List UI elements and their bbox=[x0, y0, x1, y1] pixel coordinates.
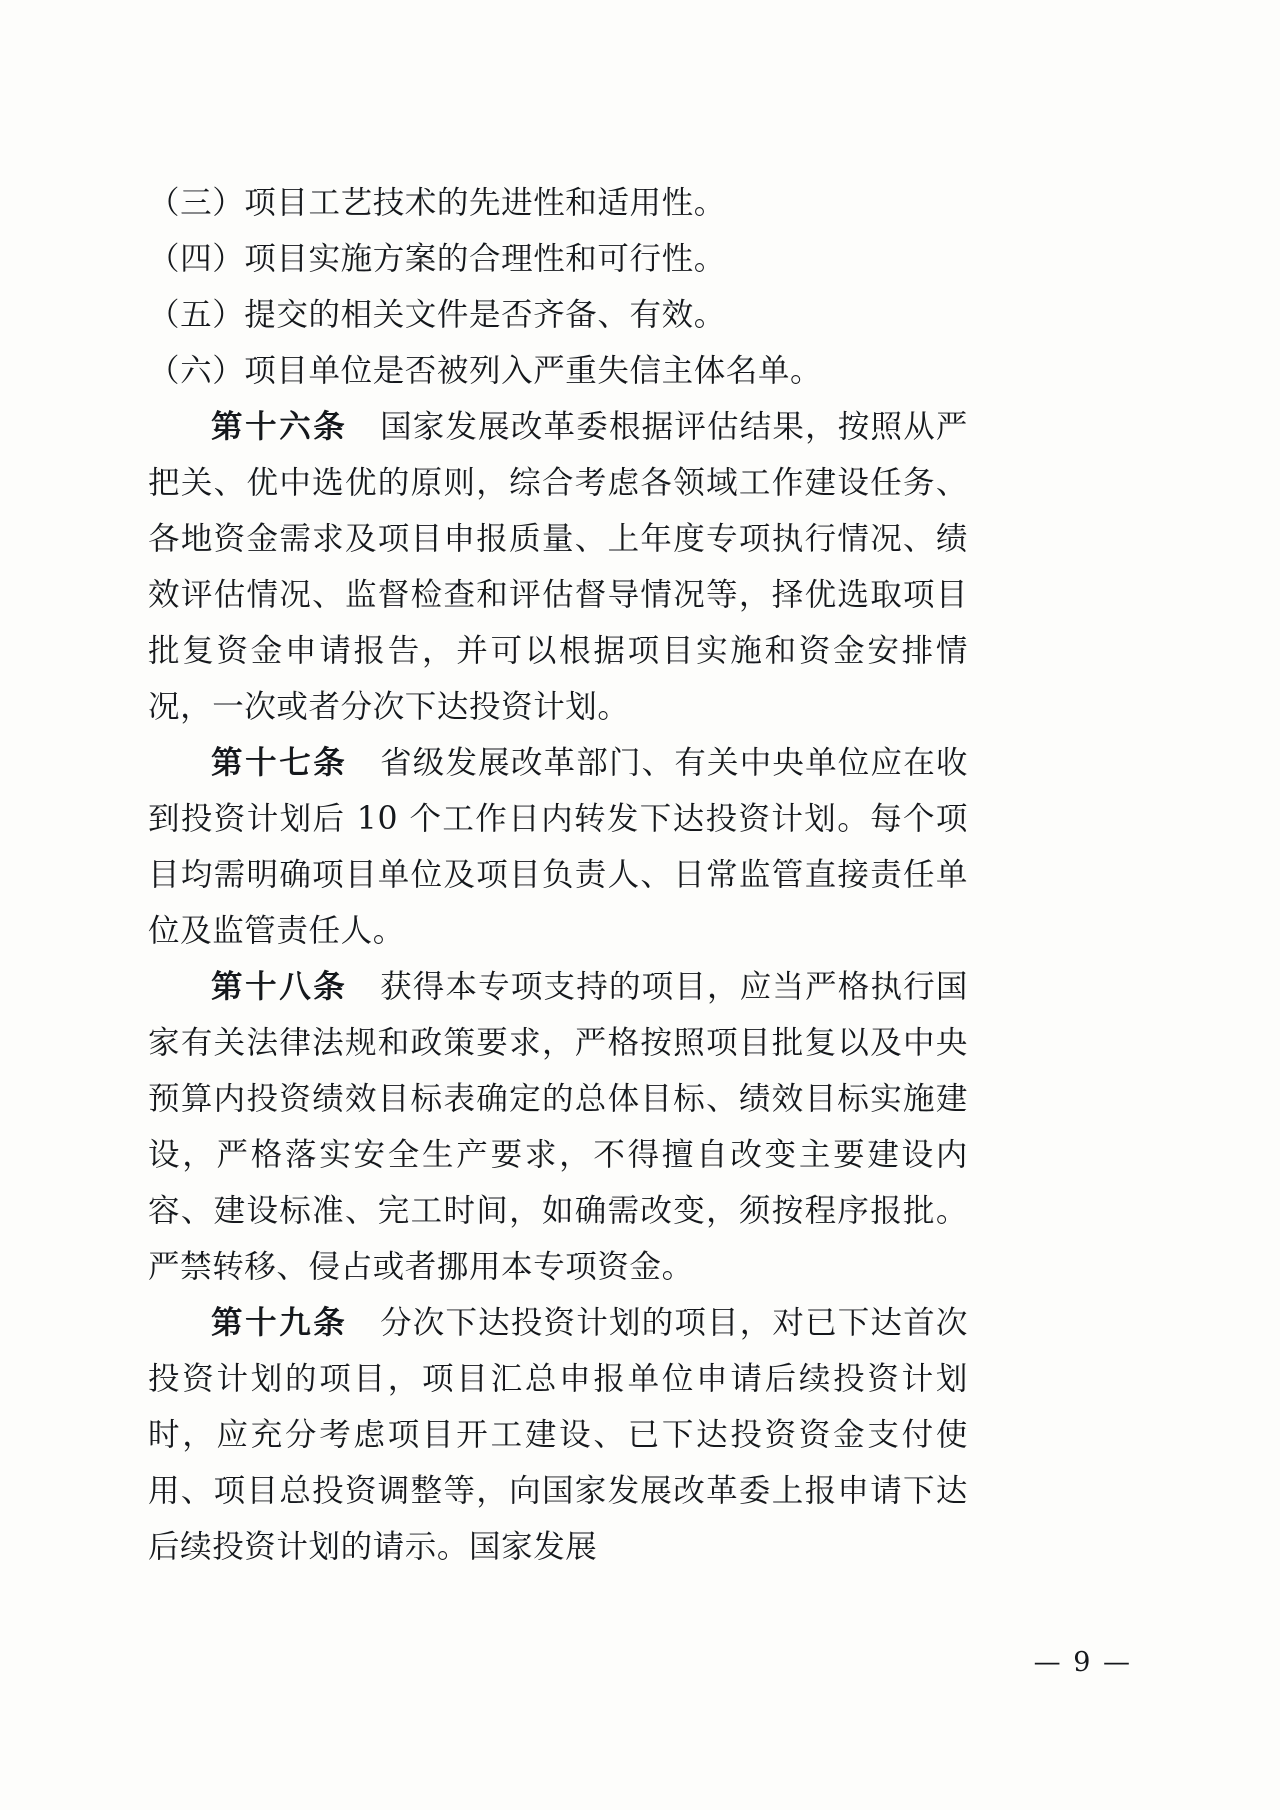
article-number: 第十七条 bbox=[211, 744, 348, 781]
list-item: （三）项目工艺技术的先进性和适用性。 bbox=[148, 185, 726, 221]
list-item: （六）项目单位是否被列入严重失信主体名单。 bbox=[148, 353, 823, 389]
article-number: 第十八条 bbox=[211, 968, 348, 1005]
list-item: （五）提交的相关文件是否齐备、有效。 bbox=[148, 297, 726, 333]
article-paragraph bbox=[148, 959, 968, 1295]
list-item: （四）项目实施方案的合理性和可行性。 bbox=[148, 241, 726, 277]
page-body bbox=[148, 175, 968, 1575]
article-text: 分次下达投资计划的项目，对已下达首次投资计划的项目，项目汇总申报单位申请后续投资计划时，应充分考虑项目开工建设、已下达投资资金支付使用、项目总投资调整等，向国家发展改革委上报申请下达后续投资计划的请示。国家发展 bbox=[148, 1305, 968, 1565]
article-paragraph bbox=[148, 1295, 968, 1575]
article-text: 国家发展改革委根据评估结果，按照从严把关、优中选优的原则，综合考虑各领域工作建设任务、各地资金需求及项目申报质量、上年度专项执行情况、绩效评估情况、监督检查和评估督导情况等，择优选取项目批复资金申请报告，并可以根据项目实施和资金安排情况，一次或者分次下达投资计划。 bbox=[148, 409, 968, 725]
article-number: 第十六条 bbox=[211, 408, 348, 445]
article-number: 第十九条 bbox=[211, 1304, 348, 1341]
page-number: — 9 — bbox=[1033, 1647, 1132, 1678]
article-text: 获得本专项支持的项目，应当严格执行国家有关法律法规和政策要求，严格按照项目批复以及中央预算内投资绩效目标表确定的总体目标、绩效目标实施建设，严格落实安全生产要求，不得擅自改变主要建设内容、建设标准、完工时间，如确需改变，须按程序报批。严禁转移、侵占或者挪用本专项资金。 bbox=[148, 969, 968, 1285]
article-paragraph bbox=[148, 399, 968, 735]
article-paragraph bbox=[148, 735, 968, 959]
article-text: 省级发展改革部门、有关中央单位应在收到投资计划后 10 个工作日内转发下达投资计划。每个项目均需明确项目单位及项目负责人、日常监管直接责任单位及监管责任人。 bbox=[148, 745, 968, 949]
